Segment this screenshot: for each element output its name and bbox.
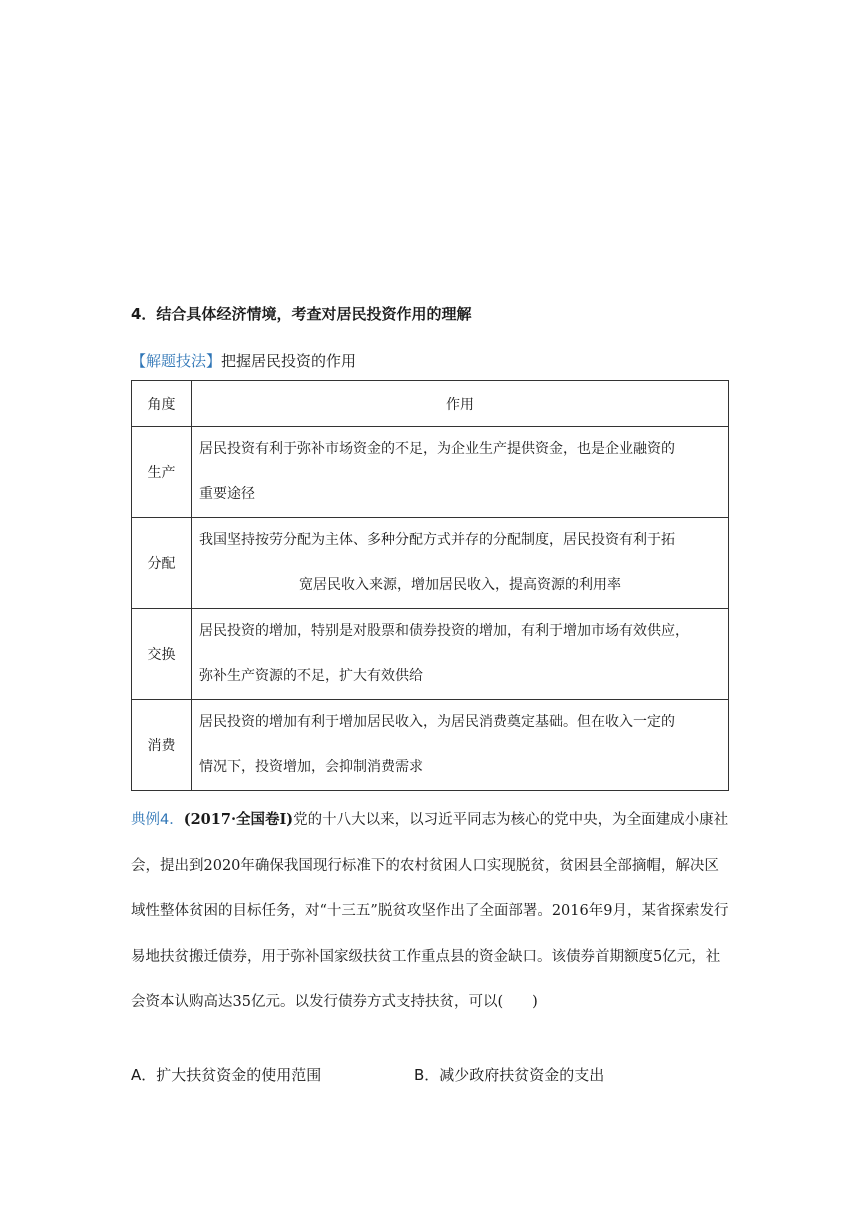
effect-line: 宽居民收入来源，增加居民收入，提高资源的利用率	[299, 577, 621, 593]
header-angle: 角度	[132, 381, 192, 427]
row-effect	[192, 700, 729, 791]
effect-line: 弥补生产资源的不足，扩大有效供给	[199, 668, 423, 684]
tip-tag: 【解题技法】	[131, 352, 222, 370]
tip-text: 把握居民投资的作用	[221, 352, 357, 370]
row-effect	[192, 518, 729, 609]
table-row	[132, 609, 729, 700]
effect-line: 情况下，投资增加，会抑制消费需求	[199, 759, 423, 775]
effect-line: 重要途径	[199, 486, 255, 502]
option-a: A．扩大扶贫资金的使用范围	[131, 1066, 322, 1084]
row-angle: 生产	[132, 427, 192, 518]
example-source: (2017·全国卷Ⅰ)	[183, 811, 294, 828]
row-angle: 消费	[132, 700, 192, 791]
example-question	[131, 797, 731, 1026]
example-body: 党的十八大以来，以习近平同志为核心的党中央，为全面建成小康社会，提出到2020年确保我国现行标准下的农村贫困人口实现脱贫，贫困县全部摘帽，解决区域性整体贫困的目标任务，对“十三五”脱贫攻坚作出了全面部署。2016年9月，某省探索发行易地扶贫搬迁债券，用于弥补国家级扶贫工作重点县的资金缺口。该债券首期额度5亿元，社会资本认购高达35亿元。以发行债券方式支持扶贫，可以( )	[131, 812, 729, 1010]
table-row	[132, 427, 729, 518]
table-row	[132, 700, 729, 791]
option-b: B．减少政府扶贫资金的支出	[414, 1066, 605, 1084]
effect-line: 居民投资的增加，特别是对股票和债券投资的增加，有利于增加市场有效供应，	[199, 623, 689, 639]
row-angle: 交换	[132, 609, 192, 700]
row-effect	[192, 609, 729, 700]
table-row	[132, 518, 729, 609]
example-tag: 典例4．	[131, 812, 184, 828]
table-header-row	[132, 381, 729, 427]
investment-effects-table	[131, 380, 729, 791]
effect-line: 居民投资有利于弥补市场资金的不足，为企业生产提供资金，也是企业融资的	[199, 441, 675, 457]
effect-line: 居民投资的增加有利于增加居民收入，为居民消费奠定基础。但在收入一定的	[199, 714, 675, 730]
row-effect	[192, 427, 729, 518]
section-heading: 4．结合具体经济情境，考查对居民投资作用的理解	[131, 305, 472, 323]
effect-line: 我国坚持按劳分配为主体、多种分配方式并存的分配制度，居民投资有利于拓	[199, 532, 675, 548]
header-effect: 作用	[192, 381, 729, 427]
row-angle: 分配	[132, 518, 192, 609]
tip-line	[131, 350, 356, 371]
